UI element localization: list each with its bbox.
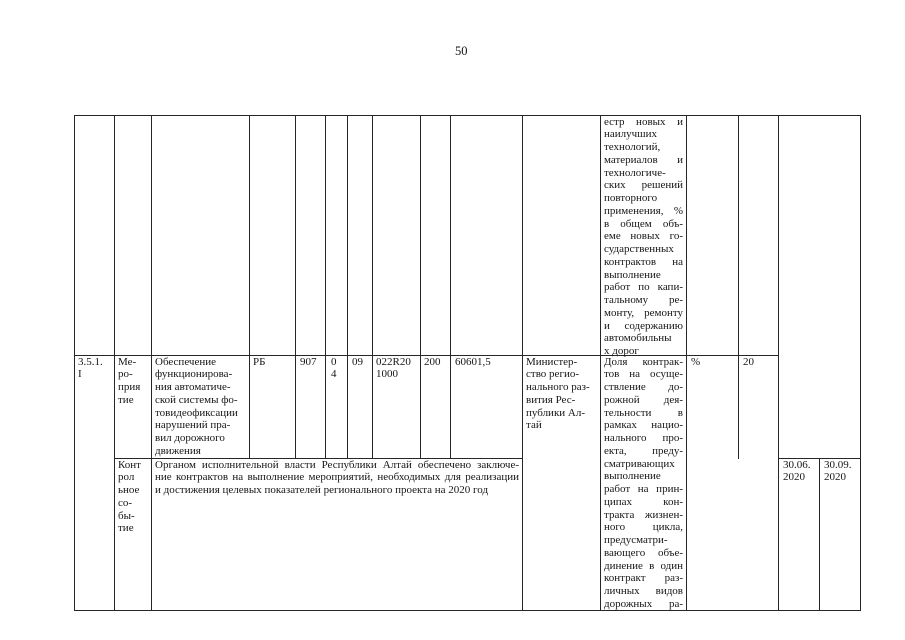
text-line: наилучших xyxy=(604,128,658,141)
table-rule-vertical xyxy=(420,115,421,459)
text-line: дорожных ра- xyxy=(604,597,683,610)
text-line: тельности в xyxy=(604,406,683,419)
table-rule-vertical xyxy=(686,115,687,611)
text-line: сматривающих xyxy=(604,457,675,470)
text-line: ние контрактов на выполнение мероприятий, необходимых для реализации xyxy=(155,471,519,484)
target-article-code: 022R20 1000 xyxy=(376,355,411,381)
event-description xyxy=(155,459,519,497)
text-line: работ по капи- xyxy=(604,281,683,294)
item-name: Обеспечение функционирова- ния автоматиче- ской системы фо- товидеофиксации нарушений пра- вил дорожного движения xyxy=(155,355,238,457)
table-rule-vertical xyxy=(522,115,523,611)
text-line: тальному ре- xyxy=(604,294,683,306)
text-line: предусматри- xyxy=(604,534,668,547)
indicator-continuation xyxy=(604,116,683,358)
text-line: контракт раз- xyxy=(604,572,683,585)
text-line: ствление до- xyxy=(604,381,683,394)
text-line: ципах кон- xyxy=(604,495,683,508)
text-line: технологиче- xyxy=(604,166,666,179)
text-line: естр новых и xyxy=(604,115,683,128)
funding-amount: 60601,5 xyxy=(455,355,491,368)
text-line: в общем объ- xyxy=(604,217,683,230)
grbs-code: 907 xyxy=(300,355,317,368)
section-code: 0 4 xyxy=(331,355,337,381)
text-line: работ на прин- xyxy=(604,483,683,496)
table-rule-horizontal xyxy=(74,610,861,611)
text-line: и содержанию xyxy=(604,319,683,332)
text-line: вающего объе- xyxy=(604,546,683,559)
text-line: контрактов на xyxy=(604,255,683,268)
item-type: Ме- ро- прия тие xyxy=(118,355,141,406)
funding-source: РБ xyxy=(253,355,266,368)
text-line: выполнение xyxy=(604,470,661,483)
text-line: материалов и xyxy=(604,153,683,166)
table-rule-vertical xyxy=(249,115,250,459)
text-line: динение в один xyxy=(604,559,683,572)
text-line: нального про- xyxy=(604,432,683,445)
item-number: 3.5.1. I xyxy=(78,355,103,381)
text-line: тракта жизнен- xyxy=(604,508,683,521)
text-line: х дорог xyxy=(604,345,639,357)
text-line: личных видов xyxy=(604,585,683,598)
table-rule-vertical xyxy=(295,115,296,459)
text-line: еме новых го- xyxy=(604,230,683,243)
text-line: Доля контрак- xyxy=(604,355,683,368)
text-line: повторного xyxy=(604,192,658,204)
indicator-unit: % xyxy=(691,355,701,368)
indicator-name xyxy=(604,356,683,611)
table-rule-vertical xyxy=(450,115,451,459)
text-line: и достижения целевых показателей регионального проекта на 2020 год xyxy=(155,484,489,497)
table-rule-vertical xyxy=(819,458,820,611)
expense-type-code: 200 xyxy=(424,355,441,368)
text-line: монту, ремонту xyxy=(604,306,683,319)
text-line: технологий, xyxy=(604,141,661,153)
table-rule-vertical xyxy=(372,115,373,459)
table-rule-vertical xyxy=(74,115,75,611)
table-rule-vertical xyxy=(738,115,739,459)
executor: Министер- ство регио- нального раз- вития Рес- публики Ал- тай xyxy=(526,355,590,432)
text-line: Органом исполнительной власти Республики Алтай обеспечено заключе- xyxy=(155,458,519,471)
text-line: сударственных xyxy=(604,243,674,255)
table-rule-vertical xyxy=(860,115,861,611)
text-line: екта, преду- xyxy=(604,444,683,457)
subsection-code: 09 xyxy=(352,355,363,368)
table-rule-vertical xyxy=(600,115,601,611)
event-end-date: 30.09. 2020 xyxy=(824,458,852,484)
table-rule-horizontal xyxy=(74,115,861,116)
text-line: тов на осуще- xyxy=(604,368,683,381)
event-start-date: 30.06. 2020 xyxy=(783,458,811,484)
text-line: ских решений xyxy=(604,179,683,192)
table-rule-vertical xyxy=(325,115,326,459)
table-rule-vertical xyxy=(151,115,152,611)
page-number: 50 xyxy=(455,44,468,58)
table-rule-vertical xyxy=(778,115,779,611)
indicator-value: 20 xyxy=(743,355,754,368)
event-type: Конт рол ьное со- бы- тие xyxy=(118,458,141,535)
table-rule-vertical xyxy=(114,115,115,611)
text-line: рамках нацио- xyxy=(604,419,683,432)
text-line: рожной дея- xyxy=(604,393,683,406)
text-line: выполнение xyxy=(604,268,661,281)
table-rule-vertical xyxy=(347,115,348,459)
text-line: ного цикла, xyxy=(604,521,683,534)
text-line: применения, % xyxy=(604,204,683,217)
text-line: автомобильны xyxy=(604,332,672,345)
